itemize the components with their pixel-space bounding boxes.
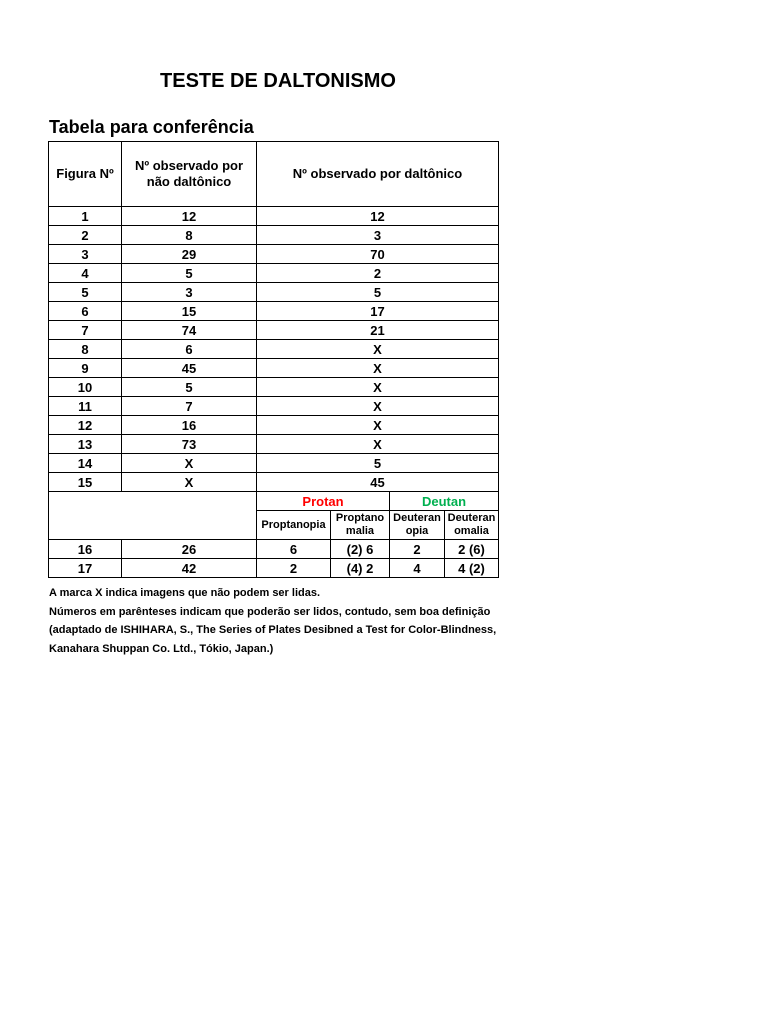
cell-normal-value: 15 bbox=[122, 302, 257, 321]
header-daltonic-observer: Nº observado por daltônico bbox=[257, 142, 499, 207]
group-header-row bbox=[49, 492, 499, 511]
table-row bbox=[49, 340, 499, 359]
cell-daltonic-value: 70 bbox=[257, 245, 499, 264]
note-line: (adaptado de ISHIHARA, S., The Series of Plates Desibned a Test for Color-Blindness, bbox=[49, 624, 497, 636]
cell-deuteranomalia: 4 (2) bbox=[445, 559, 499, 578]
cell-daltonic-value: 5 bbox=[257, 283, 499, 302]
cell-normal-value: 45 bbox=[122, 359, 257, 378]
table-row bbox=[49, 378, 499, 397]
subheader-proptanomalia: Proptano malia bbox=[331, 511, 390, 540]
cell-figura: 3 bbox=[49, 245, 122, 264]
cell-figura: 16 bbox=[49, 540, 122, 559]
cell-daltonic-value: X bbox=[257, 435, 499, 454]
cell-figura: 14 bbox=[49, 454, 122, 473]
cell-normal-value: 16 bbox=[122, 416, 257, 435]
page-title: TESTE DE DALTONISMO bbox=[160, 70, 396, 92]
note-line: A marca X indica imagens que não podem ser lidas. bbox=[49, 587, 321, 599]
table-row bbox=[49, 540, 499, 559]
cell-normal-value: X bbox=[122, 454, 257, 473]
table-row bbox=[49, 264, 499, 283]
cell-normal-value: 26 bbox=[122, 540, 257, 559]
cell-normal-value: 3 bbox=[122, 283, 257, 302]
cell-figura: 2 bbox=[49, 226, 122, 245]
cell-figura: 15 bbox=[49, 473, 122, 492]
notes bbox=[49, 584, 496, 658]
table-row bbox=[49, 321, 499, 340]
cell-figura: 11 bbox=[49, 397, 122, 416]
cell-deuteranomalia: 2 (6) bbox=[445, 540, 499, 559]
cell-normal-value: 7 bbox=[122, 397, 257, 416]
cell-figura: 7 bbox=[49, 321, 122, 340]
cell-daltonic-value: X bbox=[257, 416, 499, 435]
group-protan: Protan bbox=[257, 492, 390, 511]
cell-daltonic-value: X bbox=[257, 397, 499, 416]
cell-normal-value: 12 bbox=[122, 207, 257, 226]
cell-normal-value: 73 bbox=[122, 435, 257, 454]
header-figura: Figura Nº bbox=[49, 142, 122, 207]
table-row bbox=[49, 416, 499, 435]
cell-normal-value: 29 bbox=[122, 245, 257, 264]
cell-normal-value: 74 bbox=[122, 321, 257, 340]
cell-daltonic-value: 45 bbox=[257, 473, 499, 492]
table-row bbox=[49, 207, 499, 226]
table-row bbox=[49, 283, 499, 302]
table-row bbox=[49, 359, 499, 378]
cell-figura: 17 bbox=[49, 559, 122, 578]
cell-figura: 4 bbox=[49, 264, 122, 283]
cell-figura: 5 bbox=[49, 283, 122, 302]
blank-cell bbox=[49, 492, 257, 540]
cell-figura: 6 bbox=[49, 302, 122, 321]
table-row bbox=[49, 454, 499, 473]
table-row bbox=[49, 473, 499, 492]
cell-normal-value: 5 bbox=[122, 378, 257, 397]
cell-proptanopia: 2 bbox=[257, 559, 331, 578]
cell-proptanomalia: (4) 2 bbox=[331, 559, 390, 578]
table-row bbox=[49, 245, 499, 264]
cell-normal-value: 5 bbox=[122, 264, 257, 283]
cell-figura: 8 bbox=[49, 340, 122, 359]
cell-deuteranopia: 4 bbox=[390, 559, 445, 578]
header-normal-observer: Nº observado por não daltônico bbox=[122, 142, 257, 207]
note-line: Números em parênteses indicam que poderão ser lidos, contudo, sem boa definição bbox=[49, 605, 491, 618]
subheader-deuteranopia: Deuteran opia bbox=[390, 511, 445, 540]
cell-daltonic-value: 21 bbox=[257, 321, 499, 340]
cell-normal-value: 8 bbox=[122, 226, 257, 245]
cell-figura: 10 bbox=[49, 378, 122, 397]
cell-figura: 12 bbox=[49, 416, 122, 435]
cell-daltonic-value: X bbox=[257, 378, 499, 397]
group-deutan: Deutan bbox=[390, 492, 499, 511]
cell-daltonic-value: 3 bbox=[257, 226, 499, 245]
header-row bbox=[49, 142, 499, 207]
cell-daltonic-value: 5 bbox=[257, 454, 499, 473]
table-row bbox=[49, 435, 499, 454]
cell-daltonic-value: 2 bbox=[257, 264, 499, 283]
cell-daltonic-value: 17 bbox=[257, 302, 499, 321]
cell-normal-value: 6 bbox=[122, 340, 257, 359]
cell-normal-value: 42 bbox=[122, 559, 257, 578]
table-row bbox=[49, 302, 499, 321]
cell-figura: 9 bbox=[49, 359, 122, 378]
cell-normal-value: X bbox=[122, 473, 257, 492]
conference-table bbox=[48, 141, 499, 578]
table-row bbox=[49, 226, 499, 245]
subheader-proptanopia: Proptanopia bbox=[257, 511, 331, 540]
cell-daltonic-value: X bbox=[257, 359, 499, 378]
subheader-deuteranomalia: Deuteran omalia bbox=[445, 511, 499, 540]
table-subtitle: Tabela para conferência bbox=[49, 117, 254, 137]
table-row bbox=[49, 559, 499, 578]
cell-figura: 1 bbox=[49, 207, 122, 226]
cell-figura: 13 bbox=[49, 435, 122, 454]
cell-daltonic-value: 12 bbox=[257, 207, 499, 226]
note-line: Kanahara Shuppan Co. Ltd., Tókio, Japan.) bbox=[49, 642, 274, 655]
cell-proptanopia: 6 bbox=[257, 540, 331, 559]
cell-deuteranopia: 2 bbox=[390, 540, 445, 559]
cell-proptanomalia: (2) 6 bbox=[331, 540, 390, 559]
table-row bbox=[49, 397, 499, 416]
cell-daltonic-value: X bbox=[257, 340, 499, 359]
